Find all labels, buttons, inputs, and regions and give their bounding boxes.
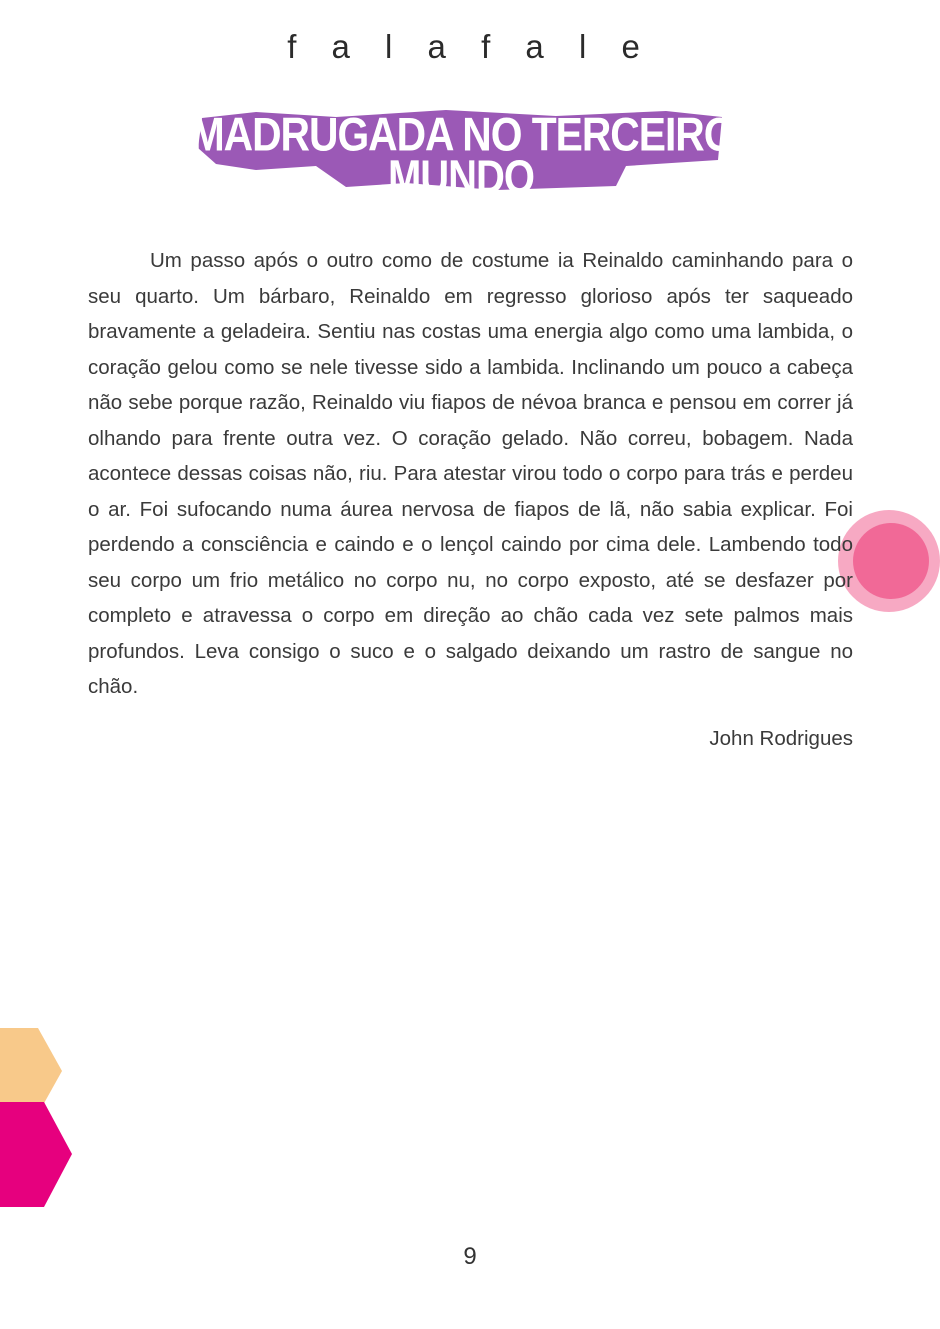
article-body (88, 243, 853, 705)
masthead-title: f a l a f a l e (287, 28, 653, 65)
article-paragraph: Um passo após o outro como de costume ia Reinaldo caminhando para o seu quarto. Um bárbaro, Reinaldo em regresso glorioso após ter saqueado bravamente a geladeira. Sentiu nas costas uma energia algo como uma lambida, o coração gelou como se nele tivesse sido a lambida. Inclinando um pouco a cabeça não sebe porque razão, Reinaldo viu fiapos de névoa branca e pensou em correr já olhando para frente outra vez. O coração gelado. Não correu, bobagem. Nada acontece dessas coisas não, riu. Para atestar virou todo o corpo para trás e perdeu o ar. Foi sufocando numa áurea nervosa de fiapos de lã, não sabia explicar. Foi perdendo a consciência e caindo e o lençol caindo por cima dele. Lambendo todo seu corpo um frio metálico no corpo nu, no corpo exposto, até se desfazer por completo e atravessa o corpo em direção ao chão cada vez sete palmos mais profundos. Leva consigo o suco e o salgado deixando um rastro de sangue no chão. (88, 249, 853, 698)
banner-title-line-2: MUNDO (387, 151, 535, 204)
hexagon-pink-decoration (0, 1102, 72, 1207)
banner-shape (196, 108, 726, 192)
banner-title-line-1: MADRUGADA NO TERCEIRO (190, 109, 735, 162)
article-title-banner (190, 108, 735, 204)
page-number: 9 (463, 1243, 477, 1270)
pink-circle-inner-decoration (853, 523, 929, 599)
article-byline: John Rodrigues (709, 727, 853, 750)
